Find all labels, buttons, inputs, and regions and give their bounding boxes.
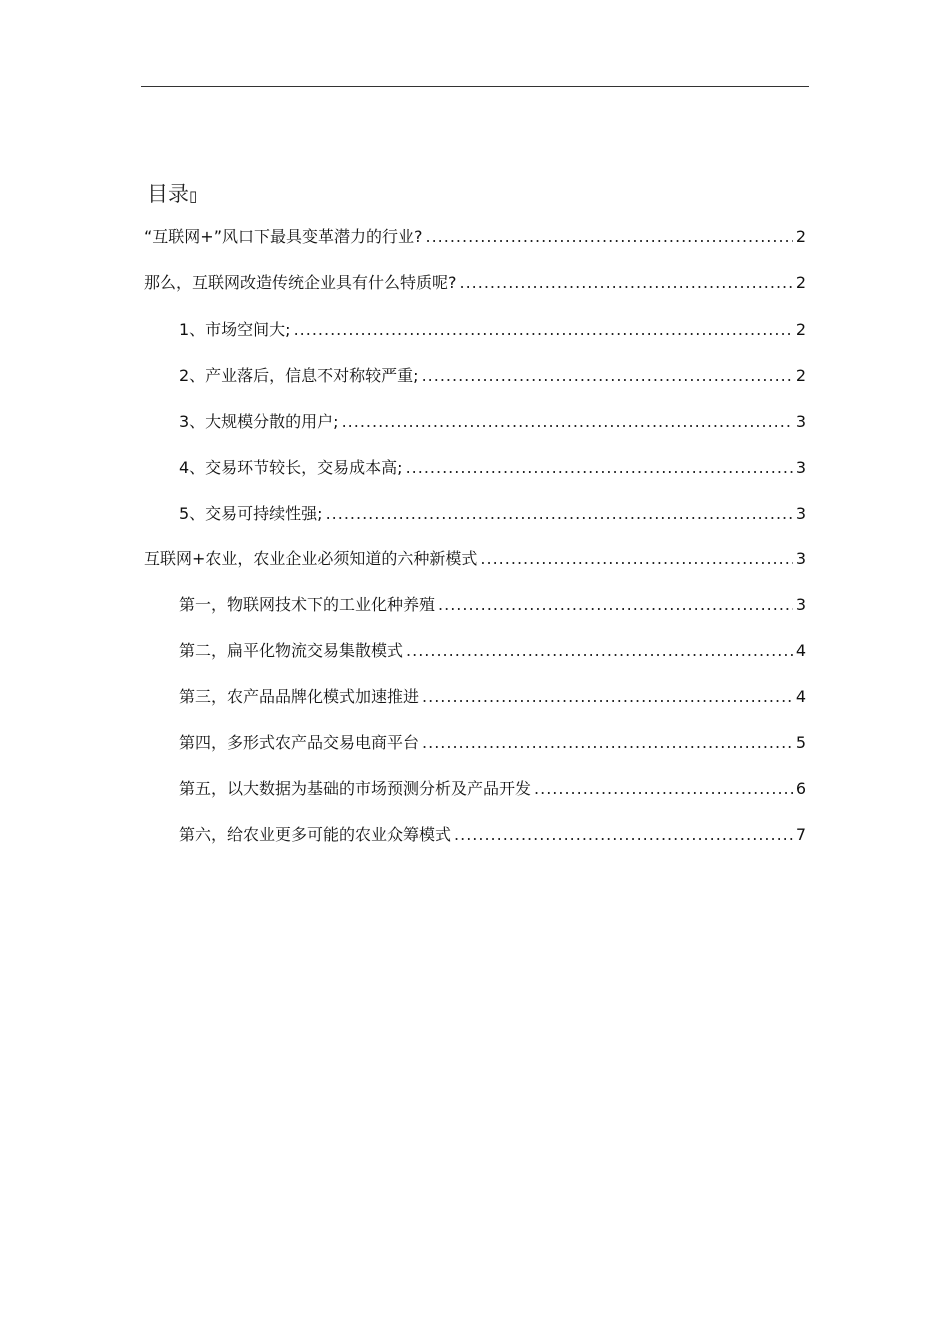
toc-entry-title[interactable]: 3、大规模分散的用户; bbox=[179, 412, 339, 431]
toc-page-number[interactable]: 3 bbox=[795, 595, 806, 614]
toc-entry-title[interactable]: 第四，多形式农产品交易电商平台 bbox=[179, 733, 420, 752]
toc-entry-title[interactable]: 第三，农产品品牌化模式加速推进 bbox=[179, 687, 420, 706]
toc-entry-title[interactable]: 第六，给农业更多可能的农业众筹模式 bbox=[179, 825, 452, 844]
toc-page-number[interactable]: 3 bbox=[795, 458, 806, 477]
toc-page-number[interactable]: 4 bbox=[795, 641, 806, 660]
toc-dot-leader bbox=[460, 271, 793, 295]
toc-page-number[interactable]: 6 bbox=[795, 779, 806, 798]
toc-heading-text: 目录 bbox=[147, 182, 189, 206]
toc-entry[interactable] bbox=[179, 731, 806, 755]
toc-entry[interactable] bbox=[179, 639, 806, 663]
toc-page-number[interactable]: 2 bbox=[795, 366, 806, 385]
toc-entry-title[interactable]: 那么，互联网改造传统企业具有什么特质呢? bbox=[144, 273, 457, 292]
toc-entry-title[interactable]: “互联网+”风口下最具变革潜力的行业? bbox=[144, 227, 423, 246]
toc-dot-leader bbox=[534, 777, 793, 801]
toc-dot-leader bbox=[406, 639, 793, 663]
toc-entry[interactable] bbox=[179, 502, 806, 526]
toc-page-number[interactable]: 4 bbox=[795, 687, 806, 706]
toc-page-number[interactable]: 7 bbox=[795, 825, 806, 844]
toc-entry-title[interactable]: 第二，扁平化物流交易集散模式 bbox=[179, 641, 404, 660]
toc-entry[interactable] bbox=[144, 225, 806, 249]
toc-page-number[interactable]: 2 bbox=[795, 320, 806, 339]
toc-entry[interactable] bbox=[144, 547, 806, 571]
toc-entry-title[interactable]: 4、交易环节较长，交易成本高; bbox=[179, 458, 403, 477]
toc-entry-title[interactable]: 第一，物联网技术下的工业化种养殖 bbox=[179, 595, 436, 614]
toc-entry-title[interactable]: 第五，以大数据为基础的市场预测分析及产品开发 bbox=[179, 779, 532, 798]
toc-dot-leader bbox=[422, 685, 793, 709]
toc-entry[interactable] bbox=[179, 456, 806, 480]
header-rule bbox=[141, 86, 809, 87]
toc-dot-leader bbox=[326, 502, 793, 526]
toc-dot-leader bbox=[294, 318, 793, 342]
toc-page-number[interactable]: 3 bbox=[795, 412, 806, 431]
toc-entry[interactable] bbox=[179, 364, 806, 388]
toc-entry-title[interactable]: 互联网+农业，农业企业必须知道的六种新模式 bbox=[144, 549, 478, 568]
toc-dot-leader bbox=[425, 225, 792, 249]
toc-entry[interactable] bbox=[179, 685, 806, 709]
toc-entry-title[interactable]: 2、产业落后，信息不对称较严重; bbox=[179, 366, 419, 385]
toc-dot-leader bbox=[422, 731, 793, 755]
toc-dot-leader bbox=[342, 410, 793, 434]
toc-entry-title[interactable]: 5、交易可持续性强; bbox=[179, 504, 323, 523]
toc-dot-leader bbox=[480, 547, 792, 571]
toc-entry[interactable] bbox=[179, 593, 806, 617]
toc-entry[interactable] bbox=[144, 271, 806, 295]
toc-dot-leader bbox=[454, 823, 793, 847]
toc-entry[interactable] bbox=[179, 410, 806, 434]
toc-page-number[interactable]: 2 bbox=[795, 227, 806, 246]
toc-heading-mark: ▯ bbox=[189, 187, 198, 205]
toc-entry[interactable] bbox=[179, 823, 806, 847]
toc-page-number[interactable]: 3 bbox=[795, 549, 806, 568]
toc-page-number[interactable]: 3 bbox=[795, 504, 806, 523]
toc-dot-leader bbox=[438, 593, 793, 617]
toc-entry-title[interactable]: 1、市场空间大; bbox=[179, 320, 291, 339]
toc-page-number[interactable]: 2 bbox=[795, 273, 806, 292]
toc-entry[interactable] bbox=[179, 777, 806, 801]
toc-dot-leader bbox=[422, 364, 793, 388]
toc-page-number[interactable]: 5 bbox=[795, 733, 806, 752]
toc-entry[interactable] bbox=[179, 318, 806, 342]
toc-dot-leader bbox=[406, 456, 793, 480]
toc-heading bbox=[147, 180, 197, 210]
